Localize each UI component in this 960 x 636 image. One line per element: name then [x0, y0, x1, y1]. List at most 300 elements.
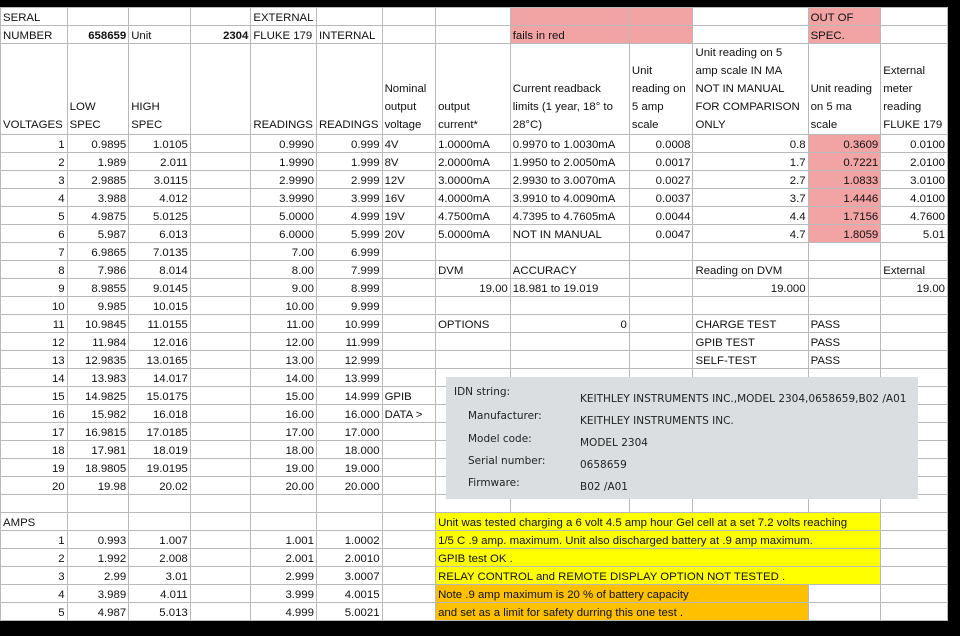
sheet-cell[interactable] [808, 297, 881, 315]
sheet-cell[interactable]: 20.000 [316, 477, 382, 495]
sheet-cell[interactable]: 3 [1, 567, 68, 585]
sheet-cell[interactable]: 5 [1, 603, 68, 621]
sheet-cell[interactable]: 7.0135 [129, 243, 191, 261]
sheet-cell[interactable] [190, 261, 251, 279]
sheet-cell[interactable]: 5.01 [881, 225, 948, 243]
sheet-cell[interactable] [382, 567, 436, 585]
sheet-cell[interactable]: 18.00 [251, 441, 317, 459]
sheet-cell[interactable]: 0.3609 [808, 135, 881, 153]
sheet-cell[interactable]: NOT IN MANUAL [510, 225, 629, 243]
sheet-cell[interactable]: 2 [1, 153, 68, 171]
sheet-cell[interactable]: 20V [382, 225, 436, 243]
sheet-cell[interactable] [190, 441, 251, 459]
sheet-cell[interactable]: 1/5 C .9 amp. maximum. Unit also discharged battery at .9 amp maximum. [436, 531, 881, 549]
sheet-cell[interactable]: 0.0044 [629, 207, 693, 225]
sheet-cell[interactable]: 4V [382, 135, 436, 153]
sheet-cell[interactable]: 0.8 [693, 135, 808, 153]
sheet-cell[interactable] [129, 513, 191, 531]
sheet-cell[interactable] [382, 603, 436, 621]
sheet-cell[interactable] [382, 459, 436, 477]
sheet-cell[interactable]: 2.0100 [881, 153, 948, 171]
sheet-cell[interactable] [881, 297, 948, 315]
sheet-cell[interactable]: 16.9815 [67, 423, 129, 441]
sheet-cell[interactable]: GPIB test OK . [436, 549, 881, 567]
sheet-cell[interactable]: 6.013 [129, 225, 191, 243]
sheet-cell[interactable] [190, 549, 251, 567]
sheet-cell[interactable]: 12.00 [251, 333, 317, 351]
sheet-cell[interactable]: 17.0185 [129, 423, 191, 441]
sheet-cell[interactable]: 12V [382, 171, 436, 189]
sheet-cell[interactable]: ACCURACY [510, 261, 629, 279]
sheet-cell[interactable]: INTERNAL [316, 26, 382, 44]
sheet-cell[interactable]: GPIB TEST [693, 333, 808, 351]
sheet-cell[interactable]: 10 [1, 297, 68, 315]
sheet-cell[interactable]: 19 [1, 459, 68, 477]
sheet-cell[interactable]: 19.00 [436, 279, 511, 297]
sheet-cell[interactable]: 4.0000mA [436, 189, 511, 207]
sheet-cell[interactable]: SPEC. [808, 26, 881, 44]
sheet-cell[interactable]: 15.982 [67, 405, 129, 423]
sheet-cell[interactable]: 1.007 [129, 531, 191, 549]
sheet-cell[interactable] [382, 549, 436, 567]
sheet-cell[interactable] [881, 333, 948, 351]
sheet-cell[interactable] [190, 225, 251, 243]
sheet-cell[interactable] [251, 513, 317, 531]
sheet-cell[interactable]: Unit reading on 5 amp scale IN MA NOT IN MANUAL FOR COMPARISON ONLY [693, 44, 808, 135]
sheet-cell[interactable]: 14.9825 [67, 387, 129, 405]
sheet-cell[interactable] [190, 207, 251, 225]
sheet-cell[interactable] [382, 26, 436, 44]
sheet-cell[interactable]: Unit reading on 5 ma scale [808, 44, 881, 135]
sheet-cell[interactable]: 4.011 [129, 585, 191, 603]
sheet-cell[interactable]: 5.0021 [316, 603, 382, 621]
sheet-cell[interactable]: Current readback limits (1 year, 18° to 28°C) [510, 44, 629, 135]
sheet-cell[interactable] [881, 531, 948, 549]
sheet-cell[interactable]: 1.0833 [808, 171, 881, 189]
sheet-cell[interactable]: 4.999 [316, 207, 382, 225]
sheet-cell[interactable]: 12 [1, 333, 68, 351]
sheet-cell[interactable]: Reading on DVM [693, 261, 808, 279]
sheet-cell[interactable] [808, 279, 881, 297]
sheet-cell[interactable] [629, 243, 693, 261]
sheet-cell[interactable] [190, 603, 251, 621]
sheet-cell[interactable] [190, 513, 251, 531]
sheet-cell[interactable]: 16.000 [316, 405, 382, 423]
sheet-cell[interactable] [190, 153, 251, 171]
sheet-cell[interactable]: 0.0037 [629, 189, 693, 207]
sheet-cell[interactable] [382, 495, 436, 513]
sheet-cell[interactable]: 0.9970 to 1.0030mA [510, 135, 629, 153]
sheet-cell[interactable] [382, 261, 436, 279]
sheet-cell[interactable]: 10.015 [129, 297, 191, 315]
sheet-cell[interactable]: 10.999 [316, 315, 382, 333]
sheet-cell[interactable]: 3.988 [67, 189, 129, 207]
sheet-cell[interactable] [881, 603, 948, 621]
sheet-cell[interactable]: 8V [382, 153, 436, 171]
sheet-cell[interactable] [436, 333, 511, 351]
sheet-cell[interactable] [629, 26, 693, 44]
sheet-cell[interactable]: 2.7 [693, 171, 808, 189]
sheet-cell[interactable]: 14.00 [251, 369, 317, 387]
sheet-cell[interactable] [190, 423, 251, 441]
sheet-cell[interactable] [693, 8, 808, 26]
sheet-cell[interactable] [382, 369, 436, 387]
sheet-cell[interactable]: HIGH SPEC [129, 44, 191, 135]
sheet-cell[interactable] [693, 243, 808, 261]
sheet-cell[interactable]: 3.0115 [129, 171, 191, 189]
sheet-cell[interactable]: 6.0000 [251, 225, 317, 243]
sheet-cell[interactable]: LOW SPEC [67, 44, 129, 135]
sheet-cell[interactable] [67, 8, 129, 26]
sheet-cell[interactable]: 0.999 [316, 135, 382, 153]
sheet-cell[interactable]: 9.00 [251, 279, 317, 297]
sheet-cell[interactable] [629, 351, 693, 369]
sheet-cell[interactable]: 2 [1, 549, 68, 567]
sheet-cell[interactable]: 2.011 [129, 153, 191, 171]
sheet-cell[interactable]: 7.00 [251, 243, 317, 261]
sheet-cell[interactable] [510, 333, 629, 351]
sheet-cell[interactable]: 1.9990 [251, 153, 317, 171]
sheet-cell[interactable]: 1 [1, 531, 68, 549]
sheet-cell[interactable] [382, 8, 436, 26]
sheet-cell[interactable]: AMPS [1, 513, 68, 531]
sheet-cell[interactable]: 14 [1, 369, 68, 387]
sheet-cell[interactable] [190, 477, 251, 495]
sheet-cell[interactable]: 8.014 [129, 261, 191, 279]
sheet-cell[interactable]: NUMBER [1, 26, 68, 44]
sheet-cell[interactable]: 0.7221 [808, 153, 881, 171]
sheet-cell[interactable]: 2.0010 [316, 549, 382, 567]
sheet-cell[interactable]: 16.00 [251, 405, 317, 423]
sheet-cell[interactable]: 0.0008 [629, 135, 693, 153]
sheet-cell[interactable] [190, 333, 251, 351]
sheet-cell[interactable] [629, 297, 693, 315]
sheet-cell[interactable]: 6 [1, 225, 68, 243]
sheet-cell[interactable] [382, 351, 436, 369]
sheet-cell[interactable]: 2.001 [251, 549, 317, 567]
sheet-cell[interactable]: 4.999 [251, 603, 317, 621]
sheet-cell[interactable]: Unit [129, 26, 191, 44]
sheet-cell[interactable] [693, 26, 808, 44]
sheet-cell[interactable]: 2.0000mA [436, 153, 511, 171]
sheet-cell[interactable] [190, 44, 251, 135]
sheet-cell[interactable]: 12.999 [316, 351, 382, 369]
sheet-cell[interactable]: 17.981 [67, 441, 129, 459]
sheet-cell[interactable]: 3.9910 to 4.0090mA [510, 189, 629, 207]
sheet-cell[interactable]: 3.9990 [251, 189, 317, 207]
sheet-cell[interactable]: 8 [1, 261, 68, 279]
sheet-cell[interactable]: 0.0027 [629, 171, 693, 189]
sheet-cell[interactable] [881, 26, 948, 44]
sheet-cell[interactable]: 3.999 [316, 189, 382, 207]
sheet-cell[interactable]: 10.9845 [67, 315, 129, 333]
sheet-cell[interactable]: 8.999 [316, 279, 382, 297]
sheet-cell[interactable]: 18.981 to 19.019 [510, 279, 629, 297]
sheet-cell[interactable]: 4.7395 to 4.7605mA [510, 207, 629, 225]
sheet-cell[interactable]: 0.0047 [629, 225, 693, 243]
sheet-cell[interactable] [382, 243, 436, 261]
sheet-cell[interactable]: 5 [1, 207, 68, 225]
sheet-cell[interactable] [382, 441, 436, 459]
sheet-cell[interactable] [190, 171, 251, 189]
sheet-cell[interactable]: GPIB [382, 387, 436, 405]
sheet-cell[interactable] [190, 405, 251, 423]
sheet-cell[interactable]: 11.999 [316, 333, 382, 351]
sheet-cell[interactable]: 17 [1, 423, 68, 441]
sheet-cell[interactable] [881, 567, 948, 585]
sheet-cell[interactable] [190, 8, 251, 26]
sheet-cell[interactable]: DVM [436, 261, 511, 279]
sheet-cell[interactable] [190, 387, 251, 405]
sheet-cell[interactable]: 1.0105 [129, 135, 191, 153]
sheet-cell[interactable]: 19.000 [693, 279, 808, 297]
sheet-cell[interactable]: 1.7156 [808, 207, 881, 225]
sheet-cell[interactable]: 3.7 [693, 189, 808, 207]
sheet-cell[interactable] [190, 531, 251, 549]
sheet-cell[interactable]: 5.0000 [251, 207, 317, 225]
sheet-cell[interactable]: 19.0195 [129, 459, 191, 477]
sheet-cell[interactable]: CHARGE TEST [693, 315, 808, 333]
sheet-cell[interactable]: 4.987 [67, 603, 129, 621]
sheet-cell[interactable]: 2304 [190, 26, 251, 44]
sheet-cell[interactable]: 8.9855 [67, 279, 129, 297]
sheet-cell[interactable]: 19V [382, 207, 436, 225]
sheet-cell[interactable]: 15 [1, 387, 68, 405]
sheet-cell[interactable]: Unit reading on 5 amp scale [629, 44, 693, 135]
sheet-cell[interactable]: 19.00 [251, 459, 317, 477]
sheet-cell[interactable]: 6.9865 [67, 243, 129, 261]
sheet-cell[interactable]: 1.992 [67, 549, 129, 567]
sheet-cell[interactable]: 5.987 [67, 225, 129, 243]
sheet-cell[interactable] [190, 135, 251, 153]
sheet-cell[interactable]: 1.0002 [316, 531, 382, 549]
sheet-cell[interactable] [190, 315, 251, 333]
sheet-cell[interactable]: 7 [1, 243, 68, 261]
sheet-cell[interactable]: 18 [1, 441, 68, 459]
sheet-cell[interactable]: output current* [436, 44, 511, 135]
sheet-cell[interactable]: 15.0175 [129, 387, 191, 405]
sheet-cell[interactable]: 4.7500mA [436, 207, 511, 225]
sheet-cell[interactable]: Note .9 amp maximum is 20 % of battery capacity [436, 585, 809, 603]
sheet-cell[interactable]: 5.999 [316, 225, 382, 243]
sheet-cell[interactable]: 4.4 [693, 207, 808, 225]
sheet-cell[interactable]: External meter reading FLUKE 179 [881, 44, 948, 135]
sheet-cell[interactable]: 12.016 [129, 333, 191, 351]
sheet-cell[interactable] [382, 585, 436, 603]
sheet-cell[interactable]: 5.0125 [129, 207, 191, 225]
sheet-cell[interactable]: 4.012 [129, 189, 191, 207]
sheet-cell[interactable]: 1 [1, 135, 68, 153]
sheet-cell[interactable]: 20 [1, 477, 68, 495]
sheet-cell[interactable]: PASS [808, 351, 881, 369]
sheet-cell[interactable] [190, 459, 251, 477]
sheet-cell[interactable]: 2.999 [251, 567, 317, 585]
sheet-cell[interactable] [436, 26, 511, 44]
sheet-cell[interactable]: 1.999 [316, 153, 382, 171]
sheet-cell[interactable]: FLUKE 179 [251, 26, 317, 44]
sheet-cell[interactable] [316, 8, 382, 26]
sheet-cell[interactable]: 5.013 [129, 603, 191, 621]
sheet-cell[interactable] [510, 351, 629, 369]
sheet-cell[interactable]: 0.0017 [629, 153, 693, 171]
sheet-cell[interactable]: 658659 [67, 26, 129, 44]
sheet-cell[interactable] [67, 513, 129, 531]
sheet-cell[interactable]: RELAY CONTROL and REMOTE DISPLAY OPTION NOT TESTED . [436, 567, 881, 585]
sheet-cell[interactable]: 2.9885 [67, 171, 129, 189]
sheet-cell[interactable]: 20.02 [129, 477, 191, 495]
sheet-cell[interactable]: 3 [1, 171, 68, 189]
sheet-cell[interactable]: 5.0000mA [436, 225, 511, 243]
sheet-cell[interactable] [436, 297, 511, 315]
sheet-cell[interactable]: 9.999 [316, 297, 382, 315]
sheet-cell[interactable] [808, 585, 881, 603]
sheet-cell[interactable] [129, 495, 191, 513]
sheet-cell[interactable]: 11 [1, 315, 68, 333]
sheet-cell[interactable] [510, 243, 629, 261]
sheet-cell[interactable]: 3.0007 [316, 567, 382, 585]
sheet-cell[interactable] [629, 279, 693, 297]
sheet-cell[interactable]: 1.4446 [808, 189, 881, 207]
sheet-cell[interactable] [382, 513, 436, 531]
sheet-cell[interactable]: 3.0100 [881, 171, 948, 189]
sheet-cell[interactable] [881, 8, 948, 26]
sheet-cell[interactable]: 0.9895 [67, 135, 129, 153]
sheet-cell[interactable]: 2.9930 to 3.0070mA [510, 171, 629, 189]
sheet-cell[interactable]: 7.986 [67, 261, 129, 279]
sheet-cell[interactable] [382, 333, 436, 351]
sheet-cell[interactable]: 13.983 [67, 369, 129, 387]
sheet-cell[interactable]: 4 [1, 585, 68, 603]
sheet-cell[interactable] [190, 369, 251, 387]
sheet-cell[interactable]: 11.00 [251, 315, 317, 333]
sheet-cell[interactable]: 2.999 [316, 171, 382, 189]
sheet-cell[interactable] [316, 513, 382, 531]
sheet-cell[interactable]: 13.999 [316, 369, 382, 387]
sheet-cell[interactable]: 11.984 [67, 333, 129, 351]
sheet-cell[interactable]: 20.00 [251, 477, 317, 495]
sheet-cell[interactable]: 12.9835 [67, 351, 129, 369]
sheet-cell[interactable]: 3.01 [129, 567, 191, 585]
sheet-cell[interactable]: Nominal output voltage [382, 44, 436, 135]
sheet-cell[interactable]: 2.99 [67, 567, 129, 585]
sheet-cell[interactable]: 6.999 [316, 243, 382, 261]
sheet-cell[interactable]: 1.8059 [808, 225, 881, 243]
sheet-cell[interactable]: 9.0145 [129, 279, 191, 297]
sheet-cell[interactable]: 16V [382, 189, 436, 207]
sheet-cell[interactable] [629, 315, 693, 333]
sheet-cell[interactable] [881, 513, 948, 531]
sheet-cell[interactable]: 3.989 [67, 585, 129, 603]
sheet-cell[interactable]: 4.0100 [881, 189, 948, 207]
sheet-cell[interactable]: PASS [808, 315, 881, 333]
sheet-cell[interactable] [629, 333, 693, 351]
sheet-cell[interactable]: 4.9875 [67, 207, 129, 225]
sheet-cell[interactable]: 9 [1, 279, 68, 297]
sheet-cell[interactable]: 1.7 [693, 153, 808, 171]
sheet-cell[interactable]: 1.001 [251, 531, 317, 549]
sheet-cell[interactable] [316, 495, 382, 513]
sheet-cell[interactable]: 13.00 [251, 351, 317, 369]
sheet-cell[interactable]: and set as a limit for safety durring this one test . [436, 603, 809, 621]
sheet-cell[interactable] [629, 8, 693, 26]
sheet-cell[interactable]: 1.9950 to 2.0050mA [510, 153, 629, 171]
sheet-cell[interactable] [382, 477, 436, 495]
sheet-cell[interactable] [881, 243, 948, 261]
sheet-cell[interactable] [881, 315, 948, 333]
sheet-cell[interactable] [190, 189, 251, 207]
sheet-cell[interactable]: 7.999 [316, 261, 382, 279]
sheet-cell[interactable]: fails in red [510, 26, 629, 44]
sheet-cell[interactable]: PASS [808, 333, 881, 351]
sheet-cell[interactable] [190, 243, 251, 261]
sheet-cell[interactable]: OUT OF [808, 8, 881, 26]
sheet-cell[interactable]: DATA > [382, 405, 436, 423]
sheet-cell[interactable] [382, 279, 436, 297]
sheet-cell[interactable] [251, 495, 317, 513]
sheet-cell[interactable] [436, 351, 511, 369]
sheet-cell[interactable] [881, 585, 948, 603]
sheet-cell[interactable]: 19.00 [881, 279, 948, 297]
sheet-cell[interactable]: 18.019 [129, 441, 191, 459]
sheet-cell[interactable]: 10.00 [251, 297, 317, 315]
sheet-cell[interactable] [190, 567, 251, 585]
sheet-cell[interactable] [1, 495, 68, 513]
sheet-cell[interactable]: SERAL [1, 8, 68, 26]
sheet-cell[interactable]: 14.017 [129, 369, 191, 387]
sheet-cell[interactable]: 16.018 [129, 405, 191, 423]
sheet-cell[interactable]: 2.008 [129, 549, 191, 567]
sheet-cell[interactable]: 0.993 [67, 531, 129, 549]
sheet-cell[interactable]: VOLTAGES [1, 44, 68, 135]
sheet-cell[interactable]: 8.00 [251, 261, 317, 279]
sheet-cell[interactable] [510, 8, 629, 26]
sheet-cell[interactable]: 9.985 [67, 297, 129, 315]
sheet-cell[interactable]: 0.9990 [251, 135, 317, 153]
sheet-cell[interactable] [190, 279, 251, 297]
sheet-cell[interactable] [629, 261, 693, 279]
sheet-cell[interactable]: READINGS [251, 44, 317, 135]
sheet-cell[interactable] [129, 8, 191, 26]
sheet-cell[interactable]: 2.9990 [251, 171, 317, 189]
sheet-cell[interactable] [881, 549, 948, 567]
sheet-cell[interactable]: 14.999 [316, 387, 382, 405]
sheet-cell[interactable]: 4.7 [693, 225, 808, 243]
sheet-cell[interactable]: 0.0100 [881, 135, 948, 153]
sheet-cell[interactable]: READINGS [316, 44, 382, 135]
sheet-cell[interactable]: 19.000 [316, 459, 382, 477]
sheet-cell[interactable]: 18.000 [316, 441, 382, 459]
sheet-cell[interactable]: 13.0165 [129, 351, 191, 369]
sheet-cell[interactable] [382, 531, 436, 549]
sheet-cell[interactable]: 4 [1, 189, 68, 207]
sheet-cell[interactable] [382, 315, 436, 333]
sheet-cell[interactable]: 16 [1, 405, 68, 423]
sheet-cell[interactable]: 17.00 [251, 423, 317, 441]
sheet-cell[interactable]: Unit was tested charging a 6 volt 4.5 amp hour Gel cell at a set 7.2 volts reaching [436, 513, 881, 531]
sheet-cell[interactable]: External [881, 261, 948, 279]
sheet-cell[interactable]: 17.000 [316, 423, 382, 441]
sheet-cell[interactable] [510, 297, 629, 315]
sheet-cell[interactable]: 1.0000mA [436, 135, 511, 153]
sheet-cell[interactable] [67, 495, 129, 513]
sheet-cell[interactable]: 1.989 [67, 153, 129, 171]
sheet-cell[interactable] [436, 243, 511, 261]
sheet-cell[interactable]: 3.0000mA [436, 171, 511, 189]
sheet-cell[interactable]: 11.0155 [129, 315, 191, 333]
sheet-cell[interactable] [881, 351, 948, 369]
sheet-cell[interactable] [382, 297, 436, 315]
sheet-cell[interactable] [436, 8, 511, 26]
